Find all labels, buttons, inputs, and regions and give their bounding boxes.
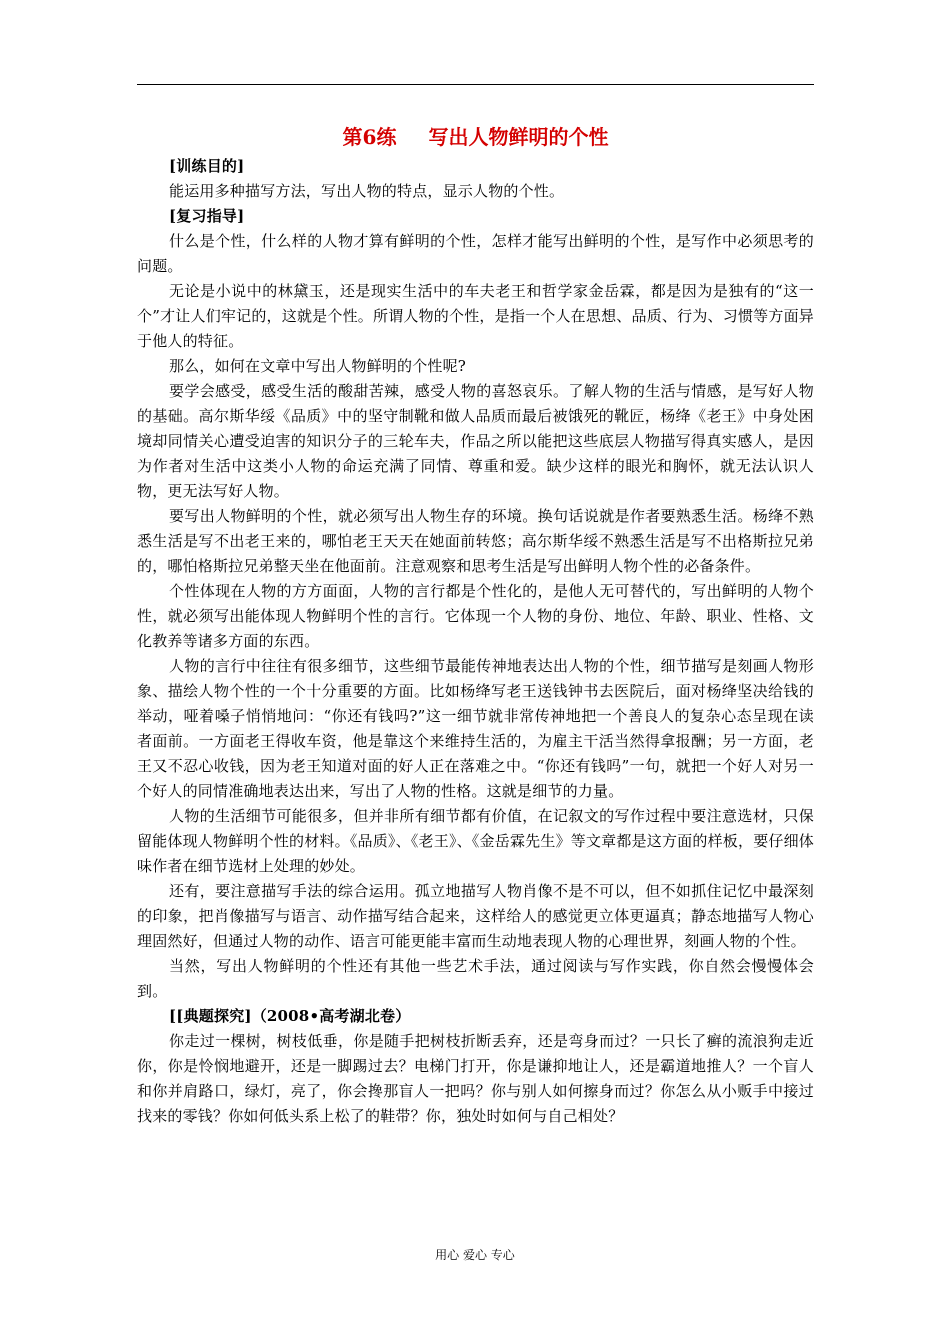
review-paragraph: 还有，要注意描写手法的综合运用。孤立地描写人物肖像不是不可以，但不如抓住记忆中最深刻的印象，把肖像描写与语言、动作描写结合起来，这样给人的感觉更立体更逼真；静态地描写人物心理固然好，但通过人物的动作、语言可能更能丰富而生动地表现人物的心理世界，刻画人物的个性。 xyxy=(137,882,814,950)
example-paragraph: 你走过一棵树，树枝低垂，你是随手把树枝折断丢弃，还是弯身而过？一只长了癣的流浪狗走近你，你是怜悯地避开，还是一脚踢过去？电梯门打开，你是谦抑地让人，还是霸道地推人？一个盲人和你并肩路口，绿灯，亮了，你会搀那盲人一把吗？你与别人如何擦身而过？你怎么从小贩手中接过找来的零钱？你如何低头系上松了的鞋带？你，独处时如何与自己相处？ xyxy=(137,1032,814,1125)
review-paragraph: 人物的言行中往往有很多细节，这些细节最能传神地表达出人物的个性，细节描写是刻画人物形象、描绘人物个性的一个十分重要的方面。比如杨绛写老王送钱钟书去医院后，面对杨绛坚决给钱的举动，哑着嗓子悄悄地问：“你还有钱吗?”这一细节就非常传神地把一个善良人的复杂心态呈现在读者面前。一方面老王得收车资，他是靠这个来维持生活的，为雇主干活当然得拿报酬；另一方面，老王又不忍心收钱，因为老王知道对面的好人正在落难之中。“你还有钱吗”一句，就把一个好人对另一个好人的同情准确地表达出来，写出了人物的性格。这就是细节的力量。 xyxy=(137,657,814,800)
review-paragraph: 人物的生活细节可能很多，但并非所有细节都有价值，在记叙文的写作过程中要注意选材，只保留能体现人物鲜明个性的材料。《品质》、《老王》、《金岳霖先生》等文章都是这方面的样板，要仔细体味作者在细节选材上处理的妙处。 xyxy=(137,807,814,875)
section-heading-review: [复习指导] xyxy=(169,207,245,225)
review-paragraph: 要写出人物鲜明的个性，就必须写出人物生存的环境。换句话说就是作者要熟悉生活。杨绛不熟悉生活是写不出老王来的，哪怕老王天天在她面前转悠；高尔斯华绥不熟悉生活是写不出格斯拉兄弟的，哪怕格斯拉兄弟整天坐在他面前。注意观察和思考生活是写出鲜明人物个性的必备条件。 xyxy=(137,507,814,575)
section-heading-example: [[典题探究]（2008•高考湖北卷） xyxy=(169,1007,411,1025)
review-paragraph: 无论是小说中的林黛玉，还是现实生活中的车夫老王和哲学家金岳霖，都是因为是独有的“这一个”才让人们牢记的，这就是个性。所谓人物的个性，是指一个人在思想、品质、行为、习惯等方面异于他人的特征。 xyxy=(137,282,814,350)
title-lesson-number: 第6练 xyxy=(342,125,397,149)
title-topic: 写出人物鲜明的个性 xyxy=(428,125,609,149)
page-footer: 用心 爱心 专心 xyxy=(435,1248,515,1262)
review-paragraph: 个性体现在人物的方方面面，人物的言行都是个性化的，是他人无可替代的，写出鲜明的人物个性，就必须写出能体现人物鲜明个性的言行。它体现一个人物的身份、地位、年龄、职业、性格、文化教养等诸多方面的东西。 xyxy=(137,582,814,650)
goal-paragraph: 能运用多种描写方法，写出人物的特点，显示人物的个性。 xyxy=(169,182,565,200)
review-paragraph: 要学会感受，感受生活的酸甜苦辣，感受人物的喜怒哀乐。了解人物的生活与情感，是写好人物的基础。高尔斯华绥《品质》中的坚守制靴和做人品质而最后被饿死的靴匠，杨绛《老王》中身处困境却同情关心遭受迫害的知识分子的三轮车夫，作品之所以能把这些底层人物描写得真实感人，是因为作者对生活中这类小人物的命运充满了同情、尊重和爱。缺少这样的眼光和胸怀，就无法认识人物，更无法写好人物。 xyxy=(137,382,814,500)
review-paragraph: 当然，写出人物鲜明的个性还有其他一些艺术手法，通过阅读与写作实践，你自然会慢慢体会到。 xyxy=(137,957,814,1000)
header-rule xyxy=(137,84,814,85)
page-title xyxy=(137,120,814,154)
review-paragraph: 那么，如何在文章中写出人物鲜明的个性呢? xyxy=(169,357,467,375)
document-body xyxy=(137,120,814,1129)
section-heading-goal: [训练目的] xyxy=(169,157,245,175)
review-paragraph: 什么是个性，什么样的人物才算有鲜明的个性，怎样才能写出鲜明的个性，是写作中必须思考的问题。 xyxy=(137,232,814,275)
